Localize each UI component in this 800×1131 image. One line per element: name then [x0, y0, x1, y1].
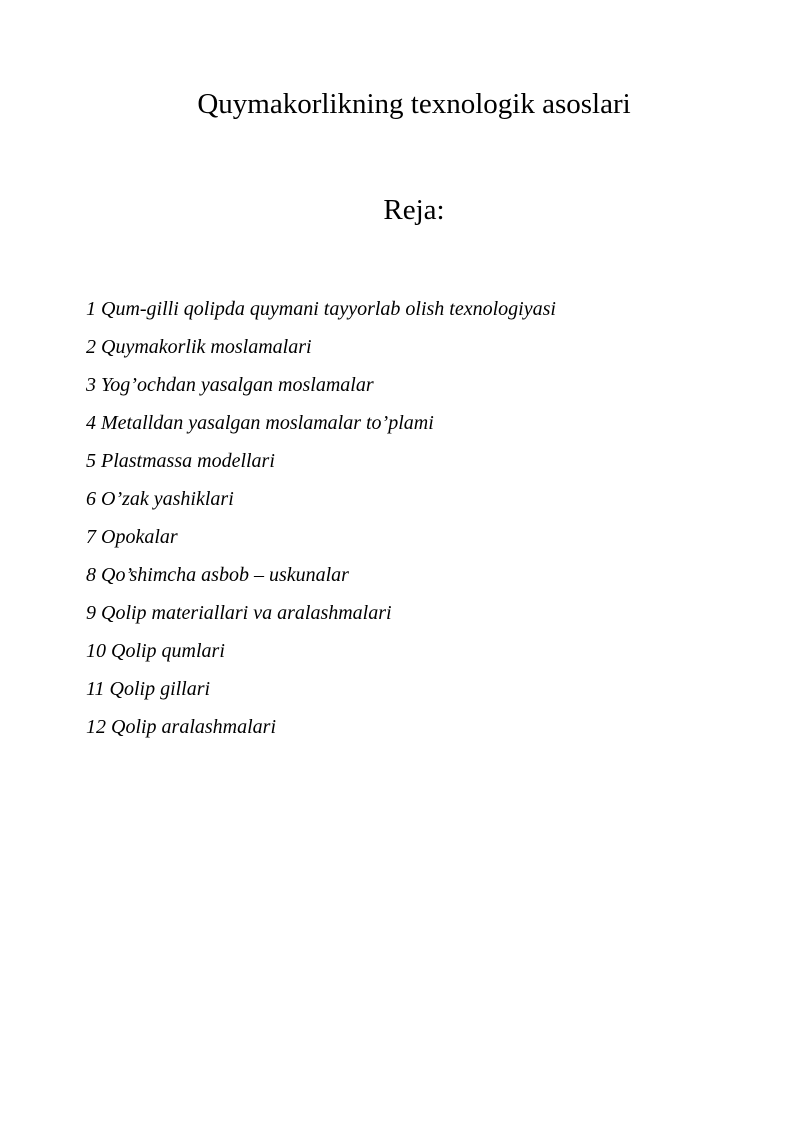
plan-item-8 — [86, 556, 556, 594]
plan-item-3 — [86, 366, 556, 404]
plan-list — [86, 290, 556, 746]
plan-heading: Reja: — [383, 194, 445, 226]
plan-item-text: O’zak yashiklari — [101, 488, 234, 510]
plan-item-text: Qolip gillari — [109, 678, 211, 700]
plan-item-6 — [86, 480, 556, 518]
plan-item-number: 11 — [86, 678, 105, 700]
plan-item-number: 7 — [86, 526, 96, 548]
plan-item-number: 10 — [86, 640, 106, 662]
plan-item-1 — [86, 290, 556, 328]
plan-item-number: 6 — [86, 488, 96, 510]
plan-item-text: Qolip aralashmalari — [111, 716, 277, 738]
plan-item-number: 3 — [86, 374, 96, 396]
plan-item-number: 9 — [86, 602, 96, 624]
plan-item-text: Metalldan yasalgan moslamalar to’plami — [101, 412, 434, 434]
plan-item-number: 4 — [86, 412, 96, 434]
plan-item-text: Quymakorlik moslamalari — [101, 336, 312, 358]
plan-item-4 — [86, 404, 556, 442]
plan-item-11 — [86, 670, 556, 708]
plan-item-7 — [86, 518, 556, 556]
plan-item-text: Opokalar — [101, 526, 178, 548]
plan-item-number: 8 — [86, 564, 96, 586]
document-title: Quymakorlikning texnologik asoslari — [197, 88, 631, 120]
plan-item-text: Yog’ochdan yasalgan moslamalar — [101, 374, 374, 396]
plan-item-text: Plastmassa modellari — [101, 450, 275, 472]
plan-item-12 — [86, 708, 556, 746]
plan-item-text: Qo’shimcha asbob – uskunalar — [101, 564, 349, 586]
plan-item-2 — [86, 328, 556, 366]
plan-item-5 — [86, 442, 556, 480]
plan-item-text: Qolip qumlari — [111, 640, 225, 662]
plan-item-10 — [86, 632, 556, 670]
plan-item-number: 1 — [86, 298, 96, 320]
plan-item-number: 5 — [86, 450, 96, 472]
plan-item-text: Qum-gilli qolipda quymani tayyorlab olish texnologiyasi — [101, 298, 556, 320]
plan-item-9 — [86, 594, 556, 632]
plan-item-text: Qolip materiallari va aralashmalari — [101, 602, 392, 624]
plan-item-number: 12 — [86, 716, 106, 738]
plan-item-number: 2 — [86, 336, 96, 358]
